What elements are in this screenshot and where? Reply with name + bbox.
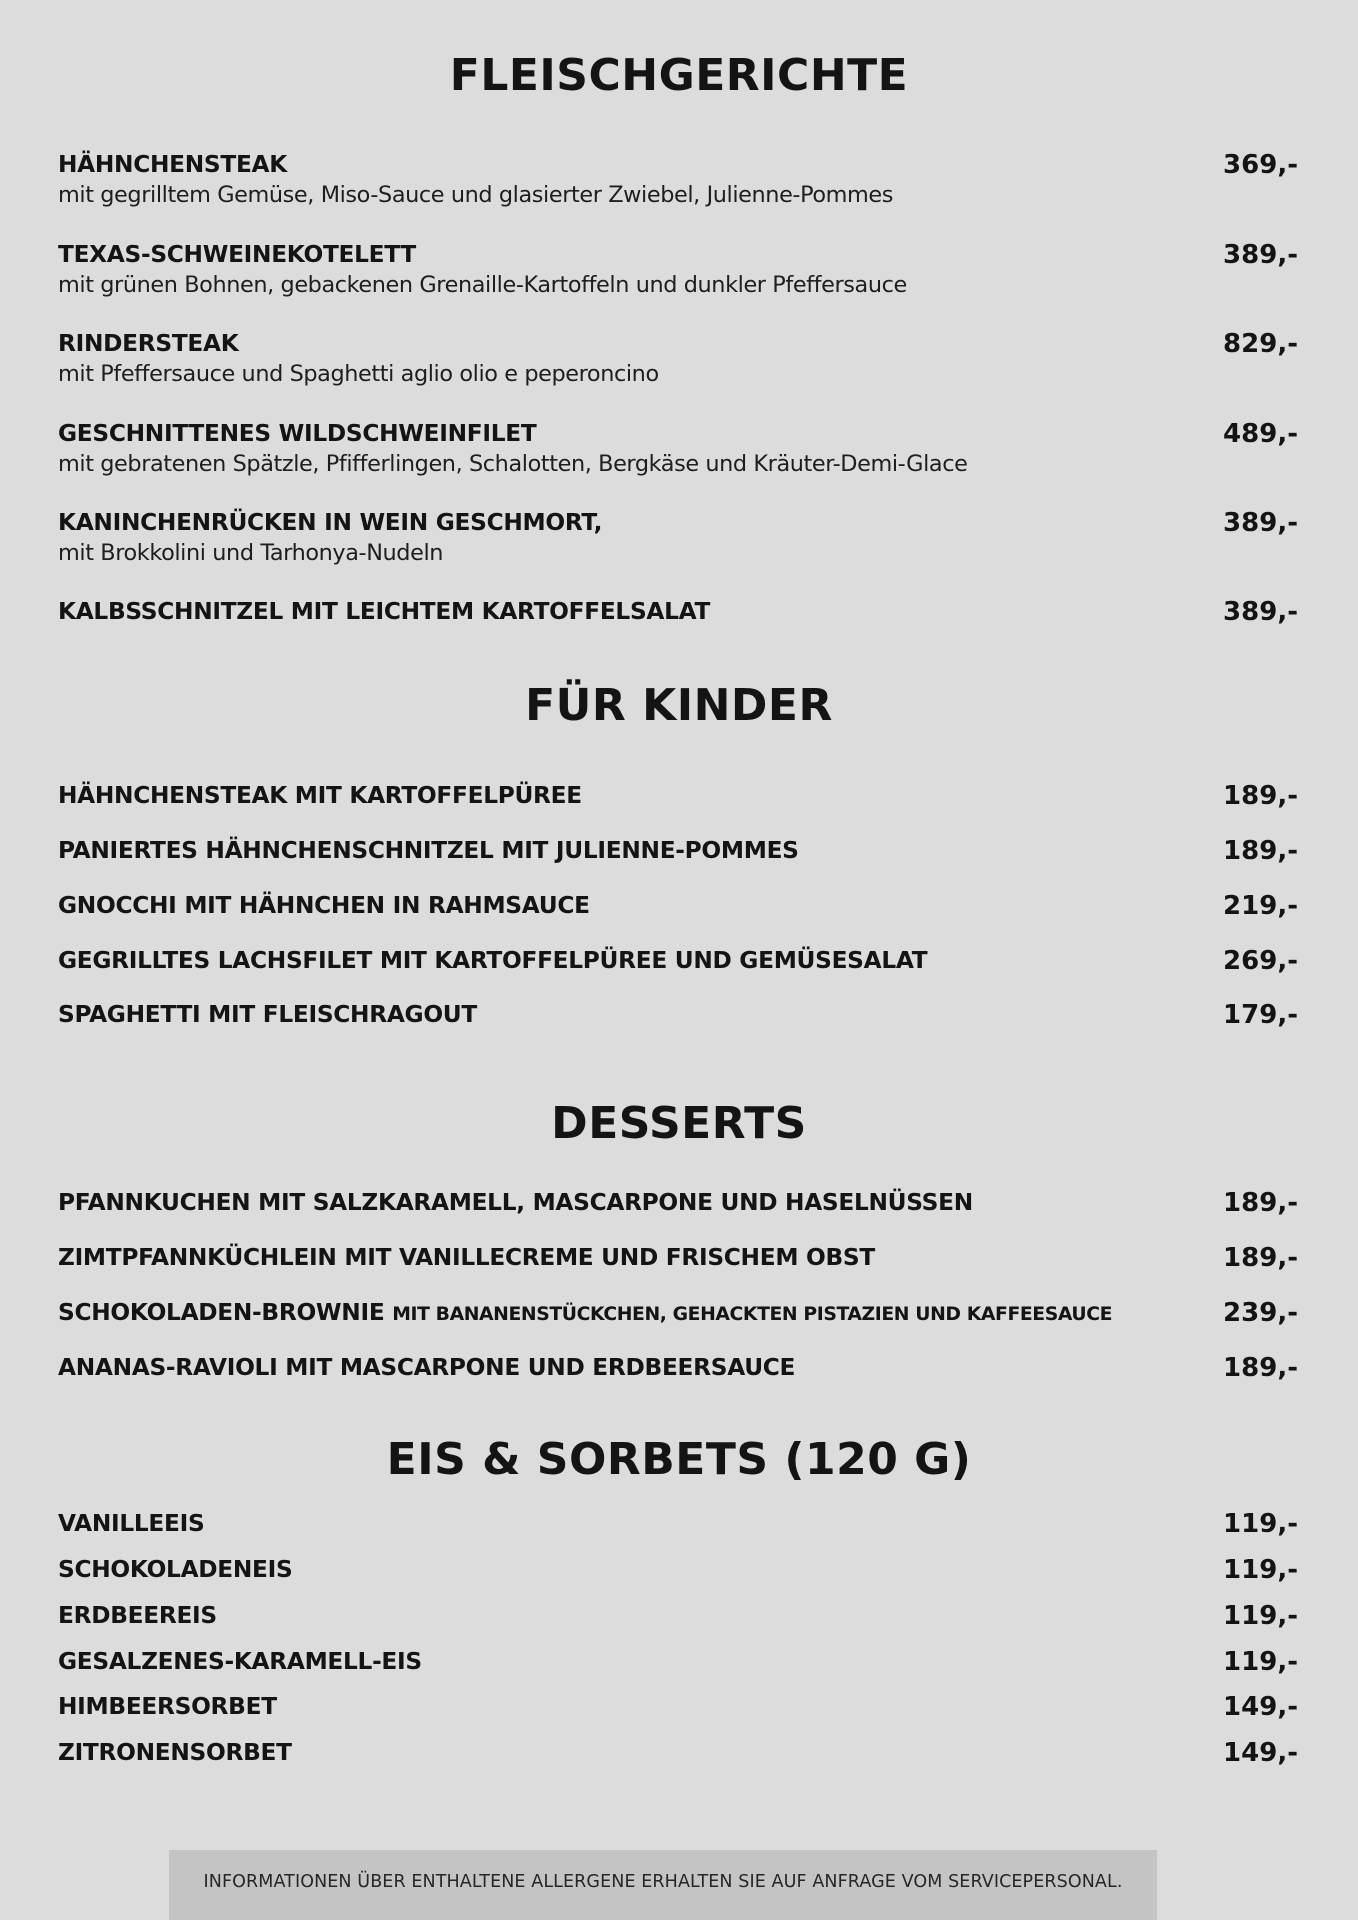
item-description: mit gebratenen Spätzle, Pfifferlingen, Schalotten, Bergkäse und Kräuter-Demi-Glace (58, 451, 968, 477)
item-price: 269,- (1223, 946, 1298, 976)
item-name: ZIMTPFANNKÜCHLEIN MIT VANILLECREME UND FRISCHEM OBST (58, 1244, 875, 1271)
item-price: 189,- (1223, 1353, 1298, 1383)
menu-item (58, 419, 1298, 479)
item-description: mit Brokkolini und Tarhonya-Nudeln (58, 540, 444, 566)
item-name: GNOCCHI MIT HÄHNCHEN IN RAHMSAUCE (58, 892, 590, 919)
item-price: 369,- (1223, 150, 1298, 180)
menu-item (58, 1509, 1298, 1539)
item-price: 489,- (1223, 419, 1298, 449)
item-price: 119,- (1223, 1647, 1298, 1677)
menu-item (58, 597, 1298, 627)
item-price: 179,- (1223, 1000, 1298, 1030)
item-description: mit Pfeffersauce und Spaghetti aglio olio e peperoncino (58, 361, 659, 387)
menu-item (58, 508, 1298, 568)
section-heading-fleischgerichte: FLEISCHGERICHTE (449, 50, 909, 101)
item-price: 149,- (1223, 1692, 1298, 1722)
item-price: 189,- (1223, 781, 1298, 811)
item-name: PFANNKUCHEN MIT SALZKARAMELL, MASCARPONE UND HASELNÜSSEN (58, 1189, 973, 1216)
item-price: 389,- (1223, 508, 1298, 538)
menu-item (58, 1601, 1298, 1631)
item-name: GEGRILLTES LACHSFILET MIT KARTOFFELPÜREE UND GEMÜSESALAT (58, 947, 928, 974)
menu-item (58, 1000, 1298, 1030)
item-name: KALBSSCHNITZEL MIT LEICHTEM KARTOFFELSALAT (58, 598, 711, 625)
item-name: ZITRONENSORBET (58, 1739, 292, 1766)
menu-item (58, 891, 1298, 921)
item-price: 149,- (1223, 1738, 1298, 1768)
menu-item (58, 1738, 1298, 1768)
item-price: 189,- (1223, 836, 1298, 866)
menu-item (58, 1555, 1298, 1585)
item-name-main: SCHOKOLADEN-BROWNIE (58, 1299, 385, 1326)
section-heading-desserts: DESSERTS (551, 1098, 807, 1149)
menu-item (58, 1647, 1298, 1677)
menu-item (58, 836, 1298, 866)
menu-item (58, 1243, 1298, 1273)
menu-item (58, 781, 1298, 811)
item-name (58, 1298, 1298, 1330)
item-price: 189,- (1223, 1243, 1298, 1273)
item-name: GESALZENES-KARAMELL-EIS (58, 1648, 422, 1675)
menu-item (58, 329, 1298, 389)
item-name: SPAGHETTI MIT FLEISCHRAGOUT (58, 1001, 477, 1028)
item-description: mit grünen Bohnen, gebackenen Grenaille-Kartoffeln und dunkler Pfeffersauce (58, 272, 907, 298)
menu-item (58, 240, 1298, 300)
item-price: 389,- (1223, 240, 1298, 270)
section-heading-fuer-kinder: FÜR KINDER (525, 680, 833, 731)
item-price: 119,- (1223, 1509, 1298, 1539)
menu-item (58, 1353, 1298, 1383)
item-name: ERDBEEREIS (58, 1602, 217, 1629)
item-price: 389,- (1223, 597, 1298, 627)
item-name: HIMBEERSORBET (58, 1693, 277, 1720)
menu-item (58, 150, 1298, 210)
item-name: RINDERSTEAK (58, 330, 239, 357)
item-name: SCHOKOLADENEIS (58, 1556, 293, 1583)
item-price: 239,- (1223, 1298, 1298, 1328)
item-price: 119,- (1223, 1555, 1298, 1585)
item-name: KANINCHENRÜCKEN IN WEIN GESCHMORT, (58, 509, 603, 536)
item-name: TEXAS-SCHWEINEKOTELETT (58, 241, 416, 268)
item-name: VANILLEEIS (58, 1510, 205, 1537)
section-heading-eis-sorbets: EIS & SORBETS (120 G) (386, 1434, 972, 1485)
item-name: ANANAS-RAVIOLI MIT MASCARPONE UND ERDBEERSAUCE (58, 1354, 796, 1381)
item-description: mit gegrilltem Gemüse, Miso-Sauce und glasierter Zwiebel, Julienne-Pommes (58, 182, 894, 208)
menu-item (58, 946, 1298, 976)
item-price: 829,- (1223, 329, 1298, 359)
item-name: HÄHNCHENSTEAK MIT KARTOFFELPÜREE (58, 782, 582, 809)
item-name: GESCHNITTENES WILDSCHWEINFILET (58, 420, 537, 447)
allergen-notice: INFORMATIONEN ÜBER ENTHALTENE ALLERGENE ERHALTEN SIE AUF ANFRAGE VOM SERVICEPERSONAL. (169, 1850, 1157, 1920)
menu-item (58, 1692, 1298, 1722)
item-name: HÄHNCHENSTEAK (58, 151, 287, 178)
menu-item (58, 1188, 1298, 1218)
item-name: PANIERTES HÄHNCHENSCHNITZEL MIT JULIENNE-POMMES (58, 837, 799, 864)
menu-item (58, 1298, 1298, 1330)
item-price: 119,- (1223, 1601, 1298, 1631)
item-price: 219,- (1223, 891, 1298, 921)
item-price: 189,- (1223, 1188, 1298, 1218)
item-name-suffix: MIT BANANENSTÜCKCHEN, GEHACKTEN PISTAZIEN UND KAFFEESAUCE (392, 1304, 1113, 1325)
